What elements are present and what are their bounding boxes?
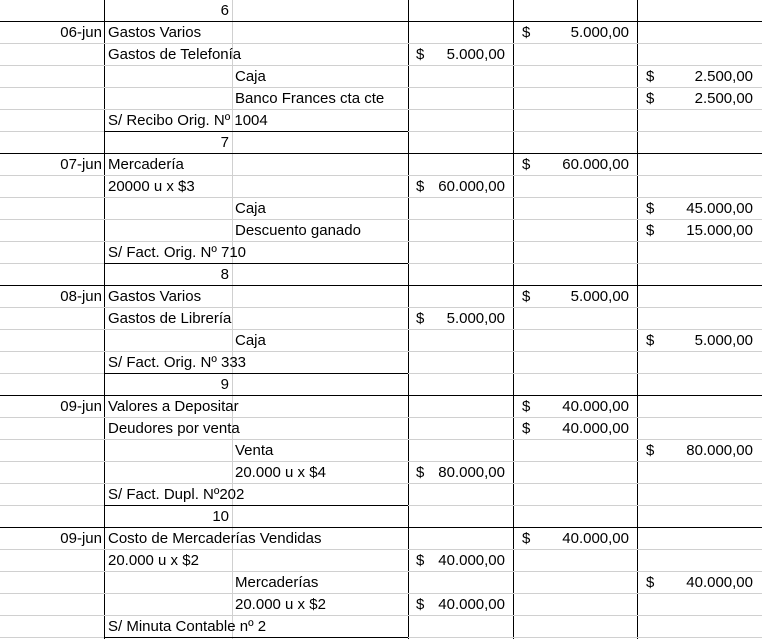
parcial-currency: $ bbox=[416, 46, 425, 63]
account-name: S/ Minuta Contable nº 2 bbox=[108, 618, 267, 635]
entry-date: 06-jun bbox=[60, 24, 102, 41]
haber-currency: $ bbox=[646, 200, 655, 217]
journal-row bbox=[0, 374, 762, 396]
account-name: Costo de Mercaderías Vendidas bbox=[108, 530, 322, 547]
entry-number: 7 bbox=[220, 134, 229, 151]
journal-row bbox=[0, 440, 762, 462]
parcial-amount: 40.000,00 bbox=[438, 552, 505, 569]
haber-currency: $ bbox=[646, 90, 655, 107]
debe-currency: $ bbox=[522, 398, 531, 415]
account-name: S/ Fact. Orig. Nº 710 bbox=[108, 244, 247, 261]
account-name: S/ Fact. Dupl. Nº202 bbox=[108, 486, 245, 503]
journal-row bbox=[0, 176, 762, 198]
journal-row bbox=[0, 88, 762, 110]
account-name: 20.000 u x $4 bbox=[235, 464, 326, 481]
haber-currency: $ bbox=[646, 332, 655, 349]
account-name: Banco Frances cta cte bbox=[235, 90, 385, 107]
journal-row bbox=[0, 616, 762, 638]
journal-row bbox=[0, 330, 762, 352]
entry-date: 09-jun bbox=[60, 530, 102, 547]
account-name: Caja bbox=[235, 332, 266, 349]
debe-amount: 40.000,00 bbox=[562, 530, 629, 547]
haber-amount: 2.500,00 bbox=[694, 68, 753, 85]
journal-row bbox=[0, 132, 762, 154]
entry-date: 09-jun bbox=[60, 398, 102, 415]
parcial-amount: 5.000,00 bbox=[446, 310, 505, 327]
haber-currency: $ bbox=[646, 574, 655, 591]
journal-row bbox=[0, 396, 762, 418]
account-name: Deudores por venta bbox=[108, 420, 240, 437]
debe-currency: $ bbox=[522, 530, 531, 547]
haber-amount: 45.000,00 bbox=[686, 200, 753, 217]
haber-amount: 5.000,00 bbox=[694, 332, 753, 349]
account-name: 20.000 u x $2 bbox=[235, 596, 326, 613]
journal-row bbox=[0, 286, 762, 308]
account-name: Mercadería bbox=[108, 156, 184, 173]
entry-number: 6 bbox=[220, 2, 229, 19]
account-name: Venta bbox=[235, 442, 274, 459]
parcial-currency: $ bbox=[416, 552, 425, 569]
parcial-currency: $ bbox=[416, 596, 425, 613]
debe-currency: $ bbox=[522, 288, 531, 305]
journal-row bbox=[0, 44, 762, 66]
journal-row bbox=[0, 462, 762, 484]
journal-row bbox=[0, 572, 762, 594]
haber-currency: $ bbox=[646, 222, 655, 239]
journal-row bbox=[0, 198, 762, 220]
parcial-amount: 60.000,00 bbox=[438, 178, 505, 195]
journal-row bbox=[0, 418, 762, 440]
account-name: S/ Fact. Orig. Nº 333 bbox=[108, 354, 247, 371]
account-name: Descuento ganado bbox=[235, 222, 361, 239]
haber-amount: 15.000,00 bbox=[686, 222, 753, 239]
journal-row bbox=[0, 550, 762, 572]
debe-currency: $ bbox=[522, 24, 531, 41]
account-name: Gastos de Librería bbox=[108, 310, 232, 327]
parcial-currency: $ bbox=[416, 464, 425, 481]
entry-footer-line bbox=[104, 637, 408, 638]
journal-row bbox=[0, 22, 762, 44]
haber-amount: 2.500,00 bbox=[694, 90, 753, 107]
account-name: Gastos Varios bbox=[108, 288, 202, 305]
journal-row bbox=[0, 0, 762, 22]
journal-row bbox=[0, 484, 762, 506]
debe-amount: 60.000,00 bbox=[562, 156, 629, 173]
haber-amount: 40.000,00 bbox=[686, 574, 753, 591]
account-name: 20000 u x $3 bbox=[108, 178, 195, 195]
journal-row bbox=[0, 264, 762, 286]
account-name: Gastos de Telefonía bbox=[108, 46, 242, 63]
parcial-amount: 40.000,00 bbox=[438, 596, 505, 613]
haber-amount: 80.000,00 bbox=[686, 442, 753, 459]
journal-row bbox=[0, 220, 762, 242]
journal-row bbox=[0, 110, 762, 132]
entry-date: 08-jun bbox=[60, 288, 102, 305]
account-name: Caja bbox=[235, 68, 266, 85]
parcial-currency: $ bbox=[416, 310, 425, 327]
journal-row bbox=[0, 594, 762, 616]
account-name: S/ Recibo Orig. Nº 1004 bbox=[108, 112, 268, 129]
parcial-amount: 80.000,00 bbox=[438, 464, 505, 481]
debe-currency: $ bbox=[522, 420, 531, 437]
journal-row bbox=[0, 352, 762, 374]
haber-currency: $ bbox=[646, 68, 655, 85]
entry-number: 8 bbox=[220, 266, 229, 283]
journal-row bbox=[0, 66, 762, 88]
account-name: Caja bbox=[235, 200, 266, 217]
journal-row bbox=[0, 308, 762, 330]
entry-number: 10 bbox=[212, 508, 229, 525]
debe-currency: $ bbox=[522, 156, 531, 173]
entry-date: 07-jun bbox=[60, 156, 102, 173]
account-name: 20.000 u x $2 bbox=[108, 552, 199, 569]
account-name: Mercaderías bbox=[235, 574, 319, 591]
haber-currency: $ bbox=[646, 442, 655, 459]
journal-row bbox=[0, 242, 762, 264]
parcial-amount: 5.000,00 bbox=[446, 46, 505, 63]
debe-amount: 40.000,00 bbox=[562, 398, 629, 415]
debe-amount: 5.000,00 bbox=[570, 288, 629, 305]
debe-amount: 40.000,00 bbox=[562, 420, 629, 437]
account-name: Gastos Varios bbox=[108, 24, 202, 41]
debe-amount: 5.000,00 bbox=[570, 24, 629, 41]
journal-row bbox=[0, 528, 762, 550]
account-name: Valores a Depositar bbox=[108, 398, 239, 415]
parcial-currency: $ bbox=[416, 178, 425, 195]
entry-number: 9 bbox=[220, 376, 229, 393]
journal-row bbox=[0, 154, 762, 176]
journal-row bbox=[0, 506, 762, 528]
